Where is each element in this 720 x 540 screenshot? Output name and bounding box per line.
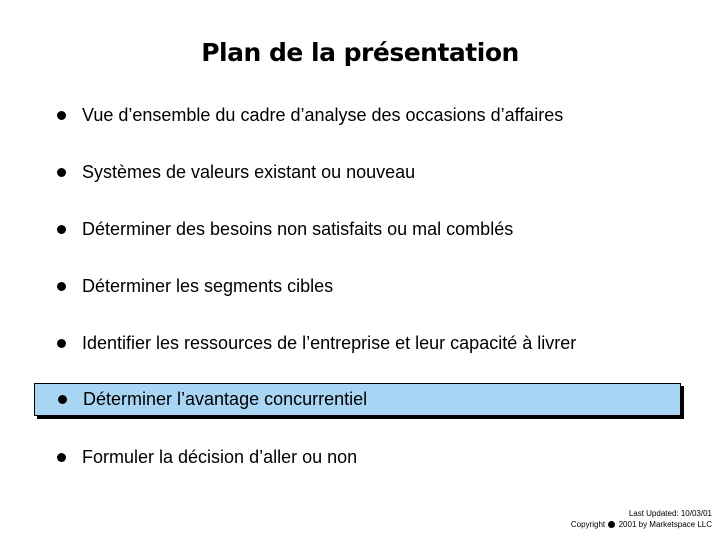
bullet-icon [57,225,66,234]
bullet-icon [57,339,66,348]
copyright-suffix: 2001 by Marketspace LLC [618,520,712,529]
bullet-item-3 [52,209,684,249]
bullet-text: Identifier les ressources de l’entreprise et leur capacité à livrer [82,332,577,353]
bullet-icon [57,168,66,177]
last-updated: Last Updated: 10/03/01 [628,509,712,518]
bullet-text: Vue d’ensemble du cadre d’analyse des occasions d’affaires [82,104,564,125]
copyright-prefix: Copyright [570,520,606,529]
bullet-text: Déterminer des besoins non satisfaits ou mal comblés [82,218,514,239]
bullet-item-5 [52,323,684,363]
bullet-text: Formuler la décision d’aller ou non [82,446,358,467]
footer [571,508,712,530]
bullet-text: Déterminer les segments cibles [82,275,334,296]
copyright-line [571,519,712,530]
bullet-text: Systèmes de valeurs existant ou nouveau [82,161,416,182]
bullet-icon [57,453,66,462]
bullet-item-6-highlighted [34,383,681,416]
bullet-item-4 [52,266,684,306]
bullet-item-7 [52,437,684,477]
bullet-icon [58,395,67,404]
bullet-item-1 [52,95,684,135]
bullet-icon [57,111,66,120]
bullet-item-2 [52,152,684,192]
bullet-text: Déterminer l’avantage concurrentiel [83,389,368,409]
bullet-icon [57,282,66,291]
copyright-icon [608,521,615,528]
slide-title: Plan de la présentation [201,38,519,67]
